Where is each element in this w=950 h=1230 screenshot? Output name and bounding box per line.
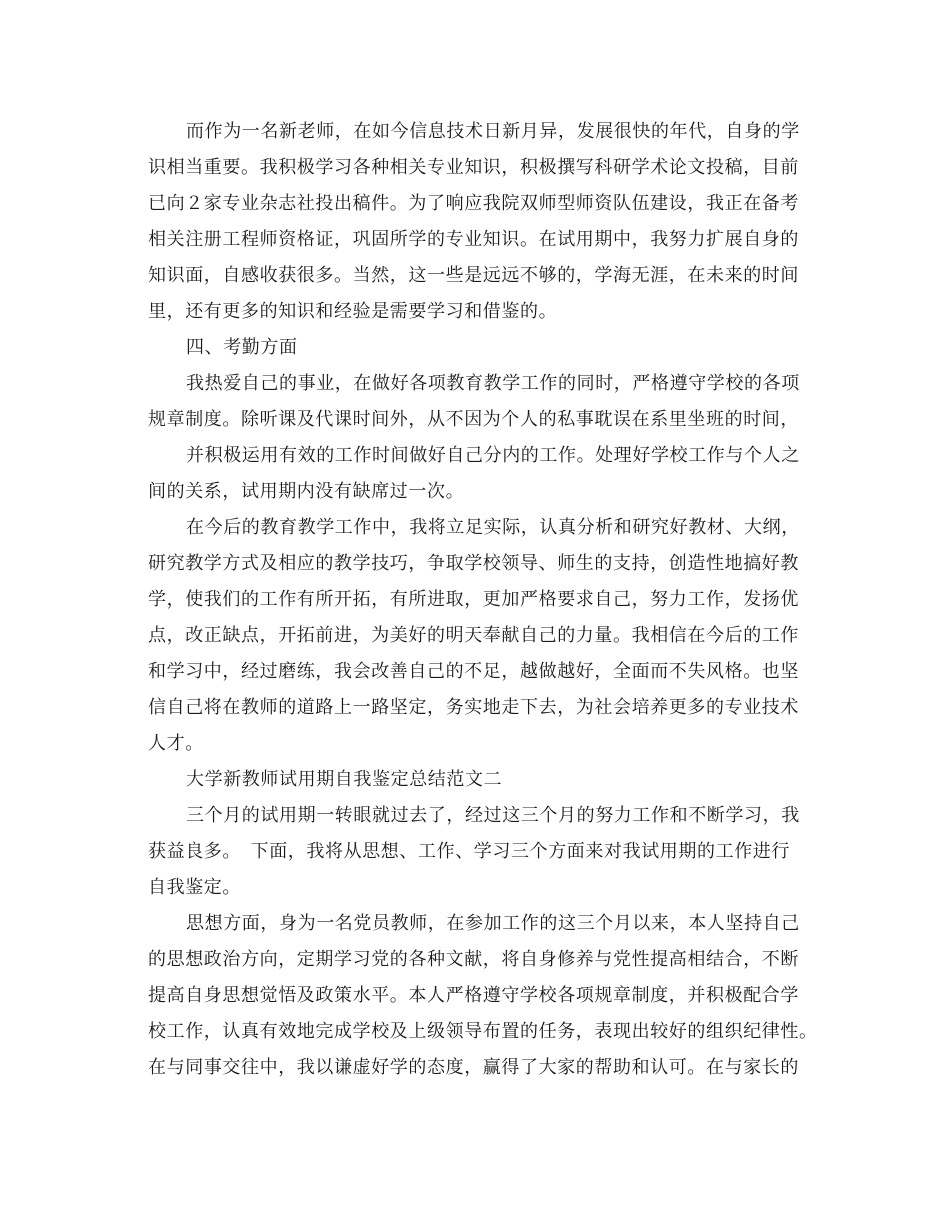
text-line: 思想方面，身为一名党员教师，在参加工作的这三个月以来，本人坚持自己 xyxy=(186,913,800,934)
text-line: 校工作，认真有效地完成学校及上级领导布置的任务，表现出较好的组织纪律性。 xyxy=(148,1021,818,1042)
text-line: 已向２家专业杂志社投出稿件。为了响应我院双师型师资队伍建设，我正在备考 xyxy=(148,193,799,214)
text-line: 研究教学方式及相应的教学技巧，争取学校领导、师生的支持，创造性地搞好教 xyxy=(148,553,799,574)
text-line: 在与同事交往中，我以谦虚好学的态度，赢得了大家的帮助和认可。在与家长的 xyxy=(148,1057,799,1078)
text-line: 知识面，自感收获很多。当然，这一些是远远不够的，学海无涯，在未来的时间 xyxy=(148,265,799,286)
text-line: 获益良多。 下面，我将从思想、工作、学习三个方面来对我试用期的工作进行 xyxy=(148,841,790,862)
text-line: 人才。 xyxy=(148,733,204,754)
text-line: 我热爱自己的事业，在做好各项教育教学工作的同时，严格遵守学校的各项 xyxy=(186,373,800,394)
text-line: 里，还有更多的知识和经验是需要学习和借鉴的。 xyxy=(148,301,558,322)
section-heading: 四、考勤方面 xyxy=(186,337,298,358)
text-line: 而作为一名新老师，在如今信息技术日新月异，发展很快的年代，自身的学 xyxy=(186,121,800,142)
text-line: 间的关系，试用期内没有缺席过一次。 xyxy=(148,481,465,502)
section-heading: 大学新教师试用期自我鉴定总结范文二 xyxy=(186,769,503,790)
text-line: 学，使我们的工作有所开拓，有所进取，更加严格要求自己，努力工作，发扬优 xyxy=(148,589,799,610)
text-line: 三个月的试用期一转眼就过去了，经过这三个月的努力工作和不断学习，我 xyxy=(186,805,800,826)
text-line: 识相当重要。我积极学习各种相关专业知识，积极撰写科研学术论文投稿，目前 xyxy=(148,157,799,178)
text-line: 自我鉴定。 xyxy=(148,877,241,898)
text-line: 并积极运用有效的工作时间做好自己分内的工作。处理好学校工作与个人之 xyxy=(186,445,800,466)
text-line: 提高自身思想觉悟及政策水平。本人严格遵守学校各项规章制度，并积极配合学 xyxy=(148,985,799,1006)
text-line: 和学习中，经过磨练，我会改善自己的不足，越做越好，全面而不失风格。也坚 xyxy=(148,661,799,682)
text-line: 规章制度。除听课及代课时间外，从不因为个人的私事耽误在系里坐班的时间， xyxy=(148,409,799,430)
text-line: 信自己将在教师的道路上一路坚定，务实地走下去，为社会培养更多的专业技术 xyxy=(148,697,799,718)
text-line: 点，改正缺点，开拓前进，为美好的明天奉献自己的力量。我相信在今后的工作 xyxy=(148,625,799,646)
text-line: 的思想政治方向，定期学习党的各种文献，将自身修养与党性提高相结合，不断 xyxy=(148,949,799,970)
text-line: 在今后的教育教学工作中，我将立足实际，认真分析和研究好教材、大纲， xyxy=(186,517,800,538)
text-line: 相关注册工程师资格证，巩固所学的专业知识。在试用期中，我努力扩展自身的 xyxy=(148,229,799,250)
